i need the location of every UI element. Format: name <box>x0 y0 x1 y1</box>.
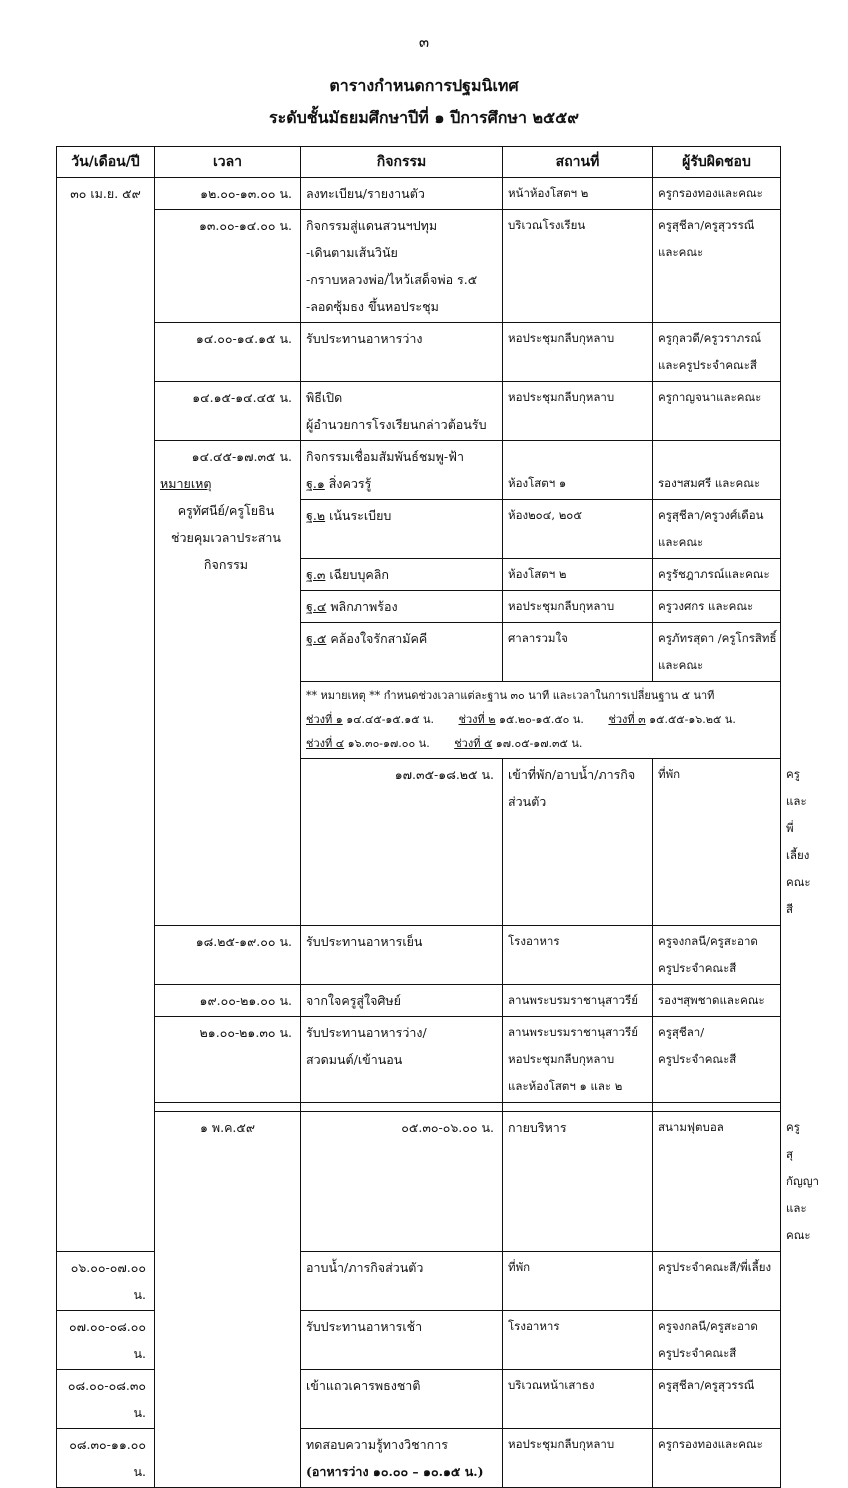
table-row <box>57 178 781 210</box>
note-line: ครูทัศนีย์/ครูโยธิน <box>177 503 275 518</box>
slot-time: ๑๔.๔๕-๑๕.๑๕ น. <box>342 713 435 726</box>
activity-line: กิจกรรมสู่แดนสวนฯปทุม <box>306 218 438 233</box>
place-cell: หอประชุมกลีบกุหลาบ <box>503 1429 653 1488</box>
place-cell: หน้าห้องโสตฯ ๒ <box>503 178 653 210</box>
place-cell: ลานพระบรมราชานุสาวรีย์ <box>503 985 653 1017</box>
responsible-cell <box>653 926 781 985</box>
time-cell: ๐๕.๓๐-๐๖.๐๐ น. <box>301 1112 503 1252</box>
schedule-table <box>56 146 820 1488</box>
responsible-line: ครูสุชีลา/ <box>658 1025 705 1039</box>
place-line: ลานพระบรมราชานุสาวรีย์ <box>508 1025 638 1039</box>
responsible-cell: ครูกาญจนาและคณะ <box>653 382 781 441</box>
place-cell: หอประชุมกลีบกุหลาบ <box>503 591 653 623</box>
activity-line: รับประทานอาหารว่าง/ <box>306 1025 427 1040</box>
table-row: ๑๗.๓๕-๑๘.๒๕ น. เข้าที่พัก/อาบน้ำ/ภารกิจส่วนตัว ที่พัก ครูและพี่เลี้ยงคณะสี <box>57 759 781 926</box>
responsible-line: ครูประจำคณะสี <box>658 961 737 975</box>
responsible-line: และคณะ <box>658 658 704 672</box>
activity-cell: ลงทะเบียน/รายงานตัว <box>301 178 503 210</box>
place-cell: หอประชุมกลีบกุหลาบ <box>503 382 653 441</box>
activity-cell <box>301 623 503 682</box>
blank-cell <box>503 1103 653 1112</box>
responsible-cell <box>653 1017 781 1103</box>
remark-cell <box>301 682 781 759</box>
station-label: ฐ.๔ <box>306 599 327 614</box>
separator-row <box>57 1103 781 1112</box>
table-row <box>57 323 781 382</box>
responsible-cell: ครูกรองทองและคณะ <box>653 178 781 210</box>
activity-line: -ลอดซุ้มธง ขึ้นหอประชุม <box>306 299 439 314</box>
responsible-cell <box>653 500 781 559</box>
responsible-cell: ครูกรองทองและคณะ <box>653 1429 781 1488</box>
responsible-cell <box>653 323 781 382</box>
time-cell: ๑๗.๓๕-๑๘.๒๕ น. <box>301 759 503 926</box>
place-line: และห้องโสตฯ ๑ และ ๒ <box>508 1079 623 1093</box>
date-cell: ๓๐ เม.ย. ๕๙ <box>57 178 155 1252</box>
document-title: ตารางกำหนดการปฐมนิเทศ <box>329 76 519 95</box>
time-cell: ๑๒.๐๐-๑๓.๐๐ น. <box>155 178 301 210</box>
time-cell: ๑๔.๐๐-๑๔.๑๕ น. <box>155 323 301 382</box>
responsible-cell <box>653 623 781 682</box>
responsible-line: ครูจงกลนี/ครูสะอาด <box>658 934 758 948</box>
station-text: เน้นระเบียบ <box>325 508 392 523</box>
header-responsible: ผู้รับผิดชอบ <box>653 147 781 178</box>
remark-text: ** หมายเหตุ ** กำหนดช่วงเวลาแต่ละฐาน ๓๐ นาที และเวลาในการเปลี่ยนฐาน ๕ นาที <box>306 689 715 702</box>
blank-cell <box>653 1103 781 1112</box>
activity-cell: เข้าที่พัก/อาบน้ำ/ภารกิจส่วนตัว <box>503 759 653 926</box>
station-label: ฐ.๓ <box>306 567 326 582</box>
activity-line: -เดินตามเส้นวินัย <box>306 245 398 260</box>
slot-time: ๑๕.๒๐-๑๕.๕๐ น. <box>495 713 584 726</box>
activity-line: สวดมนต์/เข้านอน <box>306 1052 403 1067</box>
responsible-cell <box>653 210 781 323</box>
table-row <box>57 926 781 985</box>
activity-cell <box>301 441 503 500</box>
date-cell: ๑ พ.ค.๕๙ <box>155 1112 301 1488</box>
slot-time: ๑๖.๓๐-๑๗.๐๐ น. <box>344 737 430 750</box>
responsible-cell: ครูสุชีลา/ครูสุวรรณี <box>653 1370 781 1429</box>
table-row <box>57 1017 781 1103</box>
activity-cell <box>301 559 503 591</box>
header-date: วัน/เดือน/ปี <box>57 147 155 178</box>
note-line: กิจกรรม <box>203 557 249 572</box>
place-line: หอประชุมกลีบกุหลาบ <box>508 1052 615 1066</box>
place-cell: ที่พัก <box>653 759 781 926</box>
activity-cell: จากใจครูสู่ใจศิษย์ <box>301 985 503 1017</box>
place-cell: สนามฟุตบอล <box>653 1112 781 1252</box>
activity-line: ผู้อำนวยการโรงเรียนกล่าวต้อนรับ <box>306 417 487 432</box>
activity-line: ทดสอบความรู้ทางวิชาการ <box>306 1437 448 1452</box>
header-time: เวลา <box>155 147 301 178</box>
note-label: หมายเหตุ <box>160 476 212 491</box>
responsible-cell: รองฯสุพชาดและคณะ <box>653 985 781 1017</box>
slot-time: ๑๕.๕๕-๑๖.๒๕ น. <box>645 713 736 726</box>
responsible-line: และคณะ <box>658 535 704 549</box>
activity-cell <box>301 591 503 623</box>
place-cell: ห้องโสตฯ ๑ <box>503 441 653 500</box>
time-cell: ๑๙.๐๐-๒๑.๐๐ น. <box>155 985 301 1017</box>
time-cell: ๒๑.๐๐-๒๑.๓๐ น. <box>155 1017 301 1103</box>
header-activity: กิจกรรม <box>301 147 503 178</box>
time-cell: ๐๖.๐๐-๐๗.๐๐ น. <box>57 1252 155 1311</box>
page-number: ๓ <box>418 33 430 51</box>
station-text: สิ่งควรรู้ <box>324 476 372 491</box>
note-line: ช่วยคุมเวลาประสาน <box>171 530 281 545</box>
activity-line: พิธีเปิด <box>306 390 343 405</box>
document-subtitle: ระดับชั้นมัธยมศึกษาปีที่ ๑ ปีการศึกษา ๒๕๕๙ <box>269 108 579 127</box>
activity-cell <box>301 382 503 441</box>
slot-label: ช่วงที่ ๑ <box>306 713 343 726</box>
slot-label: ช่วงที่ ๒ <box>458 713 496 726</box>
header-place: สถานที่ <box>503 147 653 178</box>
responsible-cell: ครูวงศกร และคณะ <box>653 591 781 623</box>
blank-cell <box>301 1103 503 1112</box>
slot-label: ช่วงที่ ๔ <box>306 737 345 750</box>
station-text: คล้องใจรักสามัคคี <box>326 631 428 646</box>
station-text: เฉียบบุคลิก <box>325 567 389 582</box>
station-label: ฐ.๑ <box>306 476 325 491</box>
station-name <box>306 470 497 497</box>
activity-cell: รับประทานอาหารเช้า <box>301 1311 503 1370</box>
responsible-line: ครูกุลวดี/ครูวราภรณ์ <box>658 331 762 345</box>
responsible-cell: ครูประจำคณะสี/พี่เลี้ยง <box>653 1252 781 1311</box>
place-cell: ที่พัก <box>503 1252 653 1311</box>
place-cell: ศาลารวมใจ <box>503 623 653 682</box>
station-label: ฐ.๒ <box>306 508 326 523</box>
slot-line <box>306 732 775 756</box>
responsible-line: ครูภัทรสุดา /ครูโกรสิทธิ์ <box>658 631 777 645</box>
responsible-line: ครูจงกลนี/ครูสะอาด <box>658 1319 758 1333</box>
activity-cell: รับประทานอาหารว่าง <box>301 323 503 382</box>
activity-cell: รับประทานอาหารเย็น <box>301 926 503 985</box>
place-cell: หอประชุมกลีบกุหลาบ <box>503 323 653 382</box>
time-text: ๑๔.๔๕-๑๗.๓๕ น. <box>191 449 292 464</box>
place-cell: บริเวณหน้าเสาธง <box>503 1370 653 1429</box>
responsible-line: และครูประจำคณะสี <box>658 358 757 372</box>
table-row <box>57 210 781 323</box>
activity-cell <box>301 500 503 559</box>
place-cell: บริเวณโรงเรียน <box>503 210 653 323</box>
activity-cell: อาบน้ำ/ภารกิจส่วนตัว <box>301 1252 503 1311</box>
responsible-line: ครูประจำคณะสี <box>658 1346 737 1360</box>
table-row <box>57 441 781 500</box>
header-row <box>57 147 781 178</box>
table-row <box>57 985 781 1017</box>
slot-label: ช่วงที่ ๓ <box>608 713 646 726</box>
activity-cell <box>301 1429 503 1488</box>
place-cell <box>503 1017 653 1103</box>
responsible-line: ครูสุชีลา/ครูวงศ์เดือน <box>658 508 764 522</box>
slot-line <box>306 708 775 732</box>
activity-line: (อาหารว่าง ๑๐.๐๐ – ๑๐.๑๕ น.) <box>306 1464 484 1479</box>
place-cell: โรงอาหาร <box>503 926 653 985</box>
station-text: พลิกภาพร้อง <box>326 599 398 614</box>
station-label: ฐ.๕ <box>306 631 327 646</box>
responsible-cell: ครูรัชฎาภรณ์และคณะ <box>653 559 781 591</box>
place-cell: ห้อง๒๐๔, ๒๐๕ <box>503 500 653 559</box>
slot-time: ๑๗.๐๕-๑๗.๓๕ น. <box>492 737 583 750</box>
time-cell: ๑๔.๑๕-๑๔.๔๕ น. <box>155 382 301 441</box>
time-cell: ๐๘.๐๐-๐๘.๓๐ น. <box>57 1370 155 1429</box>
responsible-cell <box>653 1311 781 1370</box>
time-cell <box>155 441 301 926</box>
table-row <box>57 382 781 441</box>
activity-line: -กราบหลวงพ่อ/ไหว้เสด็จพ่อ ร.๕ <box>306 272 478 287</box>
responsible-line: ครูประจำคณะสี <box>658 1052 737 1066</box>
time-cell: ๐๘.๓๐-๑๑.๐๐ น. <box>57 1429 155 1488</box>
time-cell: ๑๘.๒๕-๑๙.๐๐ น. <box>155 926 301 985</box>
activity-cell: กายบริหาร <box>503 1112 653 1252</box>
place-cell: โรงอาหาร <box>503 1311 653 1370</box>
responsible-line: และคณะ <box>658 245 704 259</box>
activity-cell <box>301 210 503 323</box>
slot-label: ช่วงที่ ๕ <box>454 737 493 750</box>
time-cell: ๐๗.๐๐-๐๘.๐๐ น. <box>57 1311 155 1370</box>
responsible-line: ครูสุชีลา/ครูสุวรรณี <box>658 218 755 232</box>
time-cell: ๑๓.๐๐-๑๔.๐๐ น. <box>155 210 301 323</box>
activity-cell: เข้าแถวเคารพธงชาติ <box>301 1370 503 1429</box>
activity-cell <box>301 1017 503 1103</box>
place-cell: ห้องโสตฯ ๒ <box>503 559 653 591</box>
responsible-cell: รองฯสมศรี และคณะ <box>653 441 781 500</box>
activity-title: กิจกรรมเชื่อมสัมพันธ์ชมพู-ฟ้า <box>306 449 464 464</box>
blank-cell <box>155 1103 301 1112</box>
table-row: ๑ พ.ค.๕๙ ๐๕.๓๐-๐๖.๐๐ น. กายบริหาร สนามฟุตบอล ครูสุกัญญาและคณะ <box>57 1112 781 1252</box>
